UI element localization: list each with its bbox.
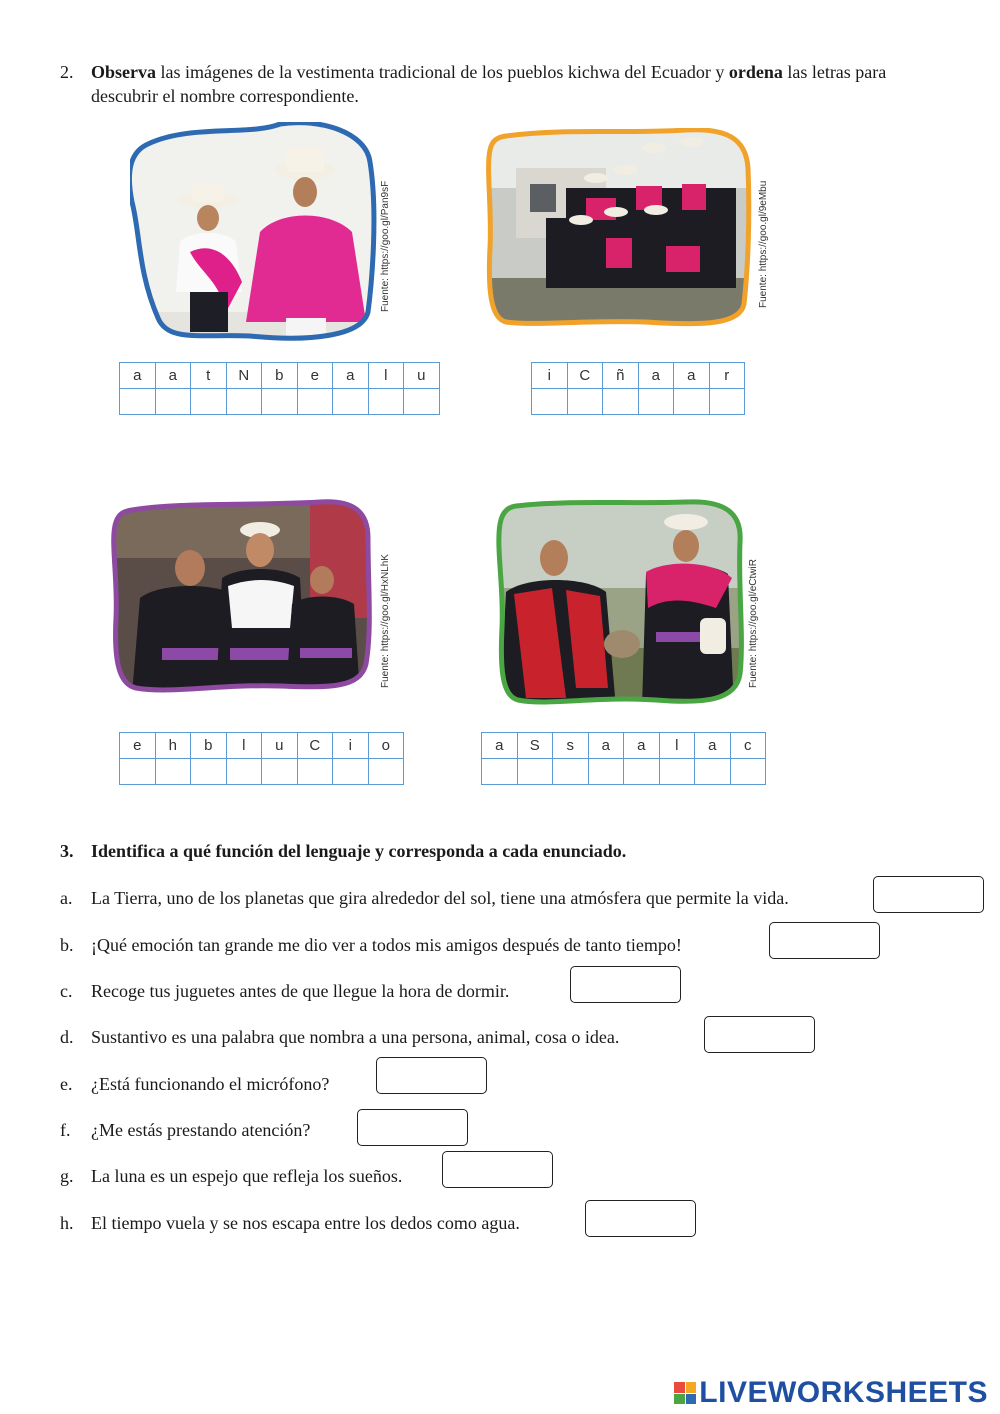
- instruction-text-end: las letras para descubrir el nombre correspondiente.: [91, 62, 887, 106]
- answer-cell[interactable]: [638, 389, 674, 415]
- photo-salasaca: [496, 498, 746, 708]
- answer-cell[interactable]: [553, 759, 589, 785]
- letter-cell: s: [553, 733, 589, 759]
- statement-e: [60, 1072, 329, 1096]
- liveworksheets-logo[interactable]: [674, 1376, 988, 1410]
- letter-cell: S: [517, 733, 553, 759]
- statement-letter: c.: [60, 981, 73, 1001]
- letter-cell: a: [155, 363, 191, 389]
- answer-cell[interactable]: [532, 389, 568, 415]
- scrambled-letters-row: [120, 733, 404, 759]
- letter-cell: e: [120, 733, 156, 759]
- answer-box-c[interactable]: [570, 966, 681, 1003]
- letter-grid-2: [531, 362, 745, 415]
- letter-cell: C: [297, 733, 333, 759]
- answer-cell[interactable]: [226, 759, 262, 785]
- answer-cell[interactable]: [404, 389, 440, 415]
- statement-g: [60, 1164, 402, 1188]
- letter-cell: ñ: [603, 363, 639, 389]
- letter-cell: u: [404, 363, 440, 389]
- scrambled-letters-row: [532, 363, 745, 389]
- statement-c: [60, 979, 509, 1003]
- photo-canari: [486, 128, 752, 328]
- statement-letter: h.: [60, 1213, 74, 1233]
- photo-1-source: Fuente: https://goo.gl/Pan9sF: [380, 180, 391, 312]
- answer-cell[interactable]: [674, 389, 710, 415]
- answer-cell[interactable]: [368, 389, 404, 415]
- letter-cell: b: [191, 733, 227, 759]
- answer-cell[interactable]: [588, 759, 624, 785]
- letter-cell: a: [588, 733, 624, 759]
- question-number: 3.: [60, 841, 74, 861]
- letter-cell: h: [155, 733, 191, 759]
- letter-cell: a: [695, 733, 731, 759]
- statement-h: [60, 1211, 520, 1235]
- answer-box-e[interactable]: [376, 1057, 487, 1094]
- photo-4-source: Fuente: https://goo.gl/eCtwiR: [748, 559, 759, 688]
- question-3-title: [60, 841, 626, 862]
- letter-cell: a: [482, 733, 518, 759]
- statement-text: El tiempo vuela y se nos escapa entre los dedos como agua.: [91, 1213, 520, 1233]
- letter-cell: u: [262, 733, 298, 759]
- letter-cell: o: [368, 733, 404, 759]
- answer-cell[interactable]: [368, 759, 404, 785]
- answer-cell[interactable]: [659, 759, 695, 785]
- letter-cell: N: [226, 363, 262, 389]
- answer-box-b[interactable]: [769, 922, 880, 959]
- brand-name: LIVEWORKSHEETS: [699, 1376, 988, 1409]
- statement-letter: f.: [60, 1120, 71, 1140]
- statement-text: La luna es un espejo que refleja los sueños.: [91, 1166, 403, 1186]
- question-2-text: [91, 60, 940, 108]
- logo-icon: [674, 1382, 696, 1404]
- letter-cell: a: [638, 363, 674, 389]
- answer-cell[interactable]: [191, 759, 227, 785]
- answer-box-f[interactable]: [357, 1109, 468, 1146]
- answer-cell[interactable]: [120, 759, 156, 785]
- answer-cell[interactable]: [709, 389, 745, 415]
- letter-cell: i: [333, 733, 369, 759]
- bold-ordena: ordena: [728, 62, 783, 82]
- question-2: [60, 60, 940, 108]
- bold-observa: Observa: [91, 62, 156, 82]
- photo-otavalo: [130, 122, 380, 342]
- answer-cell[interactable]: [695, 759, 731, 785]
- statement-text: ¡Qué emoción tan grande me dio ver a todos mis amigos después de tanto tiempo!: [91, 935, 682, 955]
- question-number: 2.: [60, 62, 74, 82]
- photo-chibuleo: [110, 498, 374, 694]
- answer-cell[interactable]: [567, 389, 603, 415]
- answer-box-a[interactable]: [873, 876, 984, 913]
- answer-cell[interactable]: [120, 389, 156, 415]
- statement-text: La Tierra, uno de los planetas que gira alrededor del sol, tiene una atmósfera que permite la vida.: [91, 888, 789, 908]
- answer-cell[interactable]: [517, 759, 553, 785]
- statement-a: [60, 886, 789, 910]
- answer-cell[interactable]: [730, 759, 766, 785]
- answer-cell[interactable]: [482, 759, 518, 785]
- answer-cell[interactable]: [262, 759, 298, 785]
- letter-cell: C: [567, 363, 603, 389]
- letter-cell: i: [532, 363, 568, 389]
- statement-d: [60, 1025, 619, 1049]
- letter-grid-3: [119, 732, 404, 785]
- answer-cell[interactable]: [262, 389, 298, 415]
- answer-box-h[interactable]: [585, 1200, 696, 1237]
- answer-cell[interactable]: [297, 759, 333, 785]
- answer-cell[interactable]: [226, 389, 262, 415]
- letter-cell: t: [191, 363, 227, 389]
- answer-row: [482, 759, 766, 785]
- letter-cell: l: [659, 733, 695, 759]
- letter-cell: a: [624, 733, 660, 759]
- scrambled-letters-row: [120, 363, 440, 389]
- letter-cell: l: [226, 733, 262, 759]
- letter-cell: a: [120, 363, 156, 389]
- letter-cell: r: [709, 363, 745, 389]
- statement-letter: d.: [60, 1027, 74, 1047]
- photo-3-source: Fuente: https://goo.gl/HxNLhK: [380, 554, 391, 688]
- photo-2-source: Fuente: https://goo.gl/9eMbu: [758, 180, 769, 308]
- statement-text: Recoge tus juguetes antes de que llegue la hora de dormir.: [91, 981, 510, 1001]
- statement-letter: e.: [60, 1074, 73, 1094]
- statement-f: [60, 1118, 310, 1142]
- letter-cell: b: [262, 363, 298, 389]
- answer-box-d[interactable]: [704, 1016, 815, 1053]
- answer-box-g[interactable]: [442, 1151, 553, 1188]
- answer-cell[interactable]: [624, 759, 660, 785]
- letter-cell: a: [674, 363, 710, 389]
- letter-cell: l: [368, 363, 404, 389]
- answer-row: [532, 389, 745, 415]
- answer-cell[interactable]: [155, 389, 191, 415]
- statement-text: Sustantivo es una palabra que nombra a una persona, animal, cosa o idea.: [91, 1027, 620, 1047]
- letter-cell: c: [730, 733, 766, 759]
- instruction-text: las imágenes de la vestimenta tradicional de los pueblos kichwa del Ecuador y: [156, 62, 729, 82]
- letter-grid-1: [119, 362, 440, 415]
- scrambled-letters-row: [482, 733, 766, 759]
- statement-letter: a.: [60, 888, 73, 908]
- answer-row: [120, 389, 440, 415]
- answer-cell[interactable]: [333, 389, 369, 415]
- answer-cell[interactable]: [297, 389, 333, 415]
- letter-cell: a: [333, 363, 369, 389]
- answer-cell[interactable]: [333, 759, 369, 785]
- question-3-text: Identifica a qué función del lenguaje y corresponda a cada enunciado.: [91, 841, 627, 861]
- statement-letter: g.: [60, 1166, 74, 1186]
- answer-cell[interactable]: [191, 389, 227, 415]
- letter-grid-4: [481, 732, 766, 785]
- statement-letter: b.: [60, 935, 74, 955]
- answer-cell[interactable]: [155, 759, 191, 785]
- statement-text: ¿Me estás prestando atención?: [91, 1120, 311, 1140]
- answer-cell[interactable]: [603, 389, 639, 415]
- letter-cell: e: [297, 363, 333, 389]
- statement-text: ¿Está funcionando el micrófono?: [91, 1074, 330, 1094]
- answer-row: [120, 759, 404, 785]
- statement-b: [60, 933, 682, 957]
